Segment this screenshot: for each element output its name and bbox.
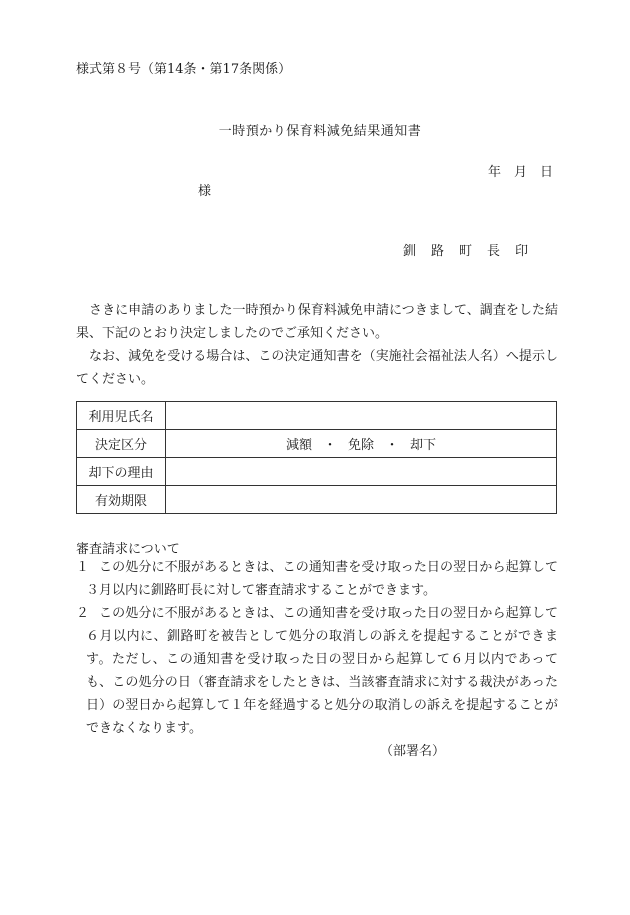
body-paragraph-2: [76, 345, 558, 391]
review-item-number: １: [76, 560, 90, 575]
row-value-validity: [166, 486, 557, 514]
department-name: （部署名）: [380, 744, 446, 759]
row-label-rejection-reason: 却下の理由: [77, 458, 166, 486]
form-number: 様式第８号（第14条・第17条関係）: [76, 62, 292, 77]
table-row: [77, 458, 557, 486]
table-row: [77, 486, 557, 514]
body-paragraph-2-text: なお、減免を受ける場合は、この決定通知書を（実施社会福祉法人名）へ提示してください。: [76, 349, 558, 387]
option-exemption: 免除: [347, 438, 374, 453]
row-label-validity: 有効期限: [77, 486, 166, 514]
option-separator: ・: [323, 438, 337, 453]
body-paragraph-1-text: さきに申請のありました一時預かり保育料減免申請につきまして、調査をした結果、下記のとおり決定しましたのでご承知ください。: [76, 303, 558, 341]
review-item-text: この処分に不服があるときは、この通知書を受け取った日の翌日から起算して６月以内に、釧路町を被告として処分の取消しの訴えを提起することができます。ただし、この通知書を受け取った日の翌日から起算して６月以内であっても、この処分の日（審査請求をしたときは、当該審査請求に対する裁決があった日）の翌日から起算して１年を経過すると処分の取消しの訴えを提起することができなくなります。: [86, 606, 558, 736]
row-label-child-name: 利用児氏名: [77, 402, 166, 430]
document-title: 一時預かり保育料減免結果通知書: [218, 124, 422, 139]
table-row: [77, 430, 557, 458]
recipient-honorific: 様: [198, 184, 212, 199]
issuer-signature: 釧 路 町 長 印: [403, 244, 530, 259]
review-item-text: この処分に不服があるときは、この通知書を受け取った日の翌日から起算して３月以内に釧路町長に対して審査請求することができます。: [86, 560, 558, 598]
review-item-2: [76, 602, 558, 740]
body-paragraph-1: [76, 299, 558, 345]
table-row: [77, 402, 557, 430]
row-value-rejection-reason: [166, 458, 557, 486]
review-heading: 審査請求について: [76, 542, 180, 557]
row-value-child-name: [166, 402, 557, 430]
decision-table: [76, 401, 557, 514]
review-item-1: [76, 556, 558, 602]
review-item-number: ２: [76, 606, 90, 621]
row-label-decision: 決定区分: [77, 430, 166, 458]
option-separator: ・: [385, 438, 399, 453]
date-line: 年 月 日: [488, 165, 554, 180]
option-reduction: 減額: [285, 438, 312, 453]
decision-options: [166, 430, 557, 458]
option-rejection: 却下: [410, 438, 437, 453]
